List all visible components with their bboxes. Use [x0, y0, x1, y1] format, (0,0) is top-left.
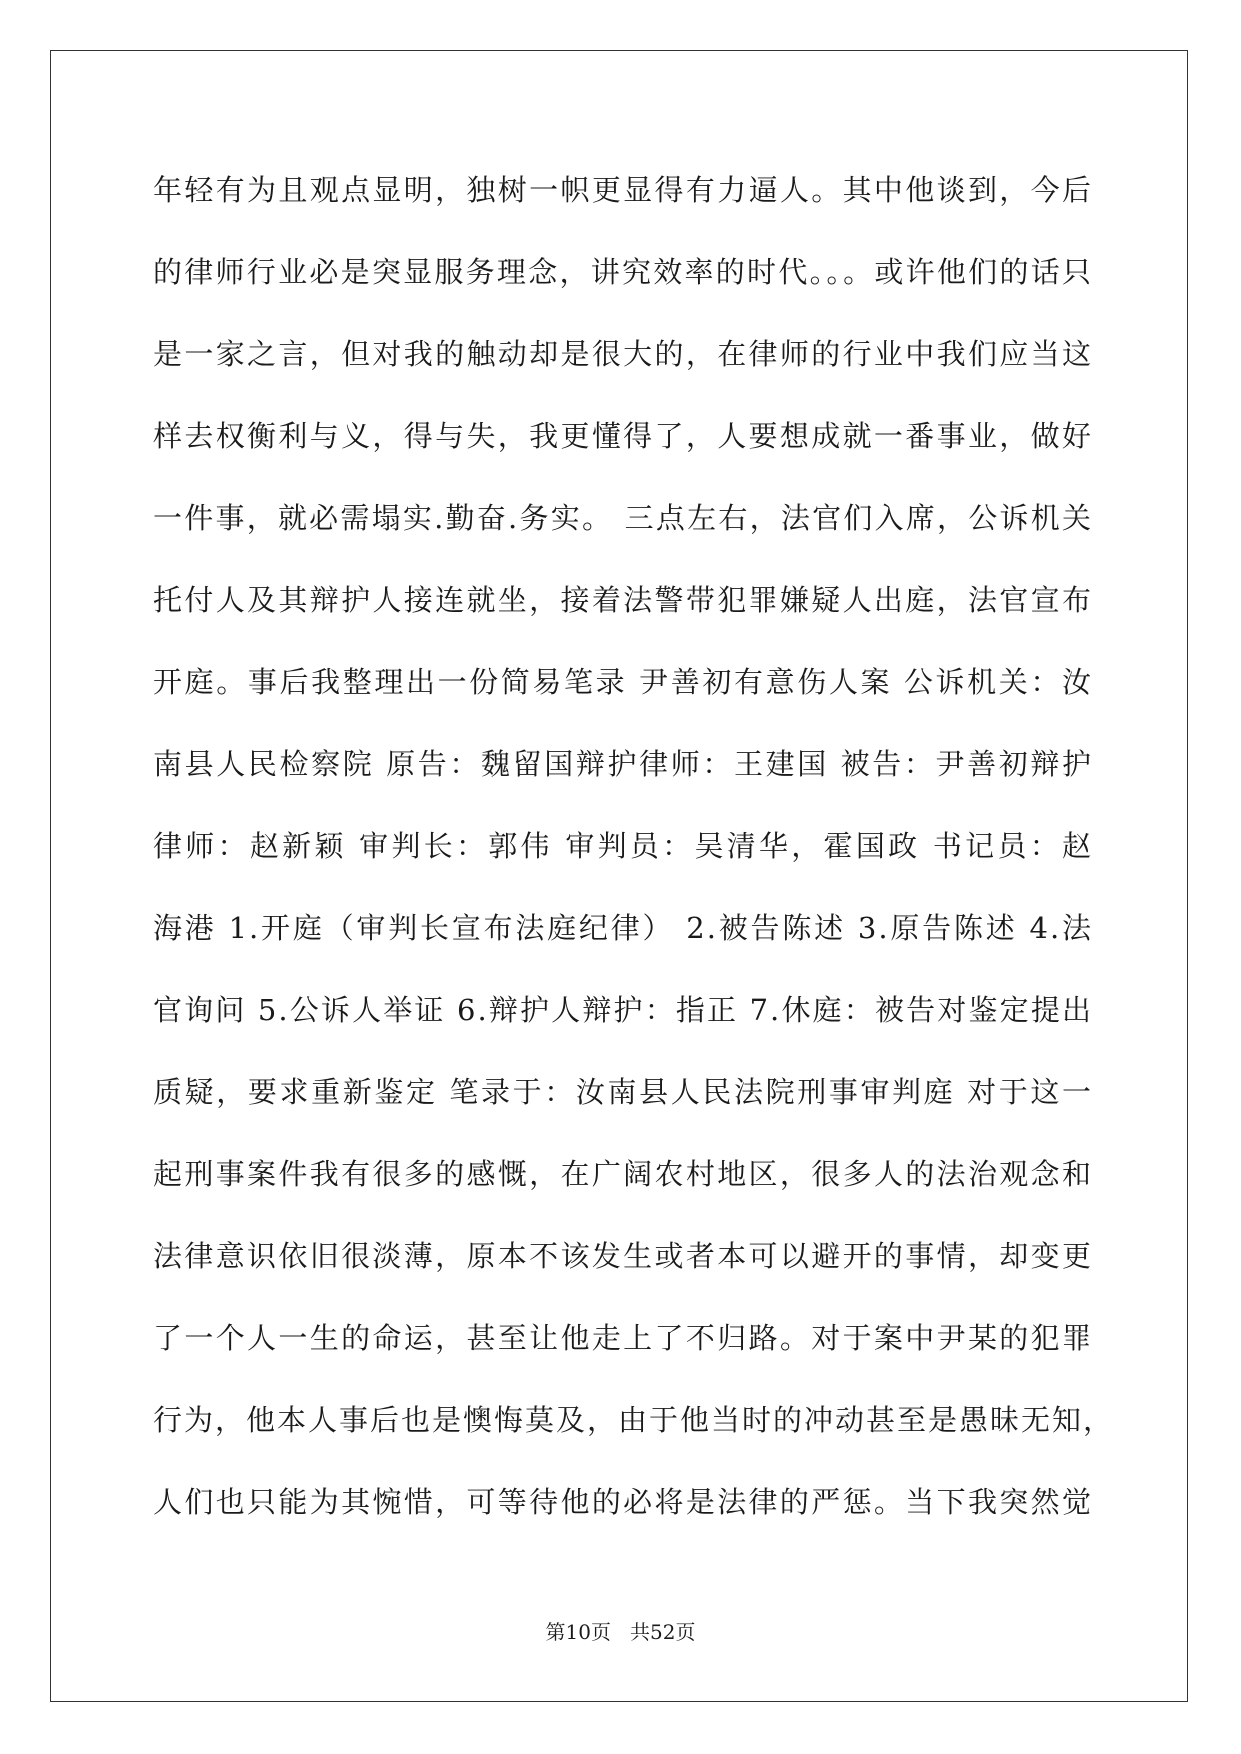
text-line: 托付人及其辩护人接连就坐，接着法警带犯罪嫌疑人出庭，法官宣布 — [153, 583, 1093, 617]
text-line: 律师：赵新颖 审判长：郭伟 审判员：吴清华，霍国政 书记员：赵 — [153, 829, 1093, 863]
page-number: 第10页 共52页 — [545, 1620, 696, 1644]
text-line: 是一家之言，但对我的触动却是很大的，在律师的行业中我们应当这 — [153, 337, 1093, 371]
text-line: 海港 1.开庭（审判长宣布法庭纪律） 2.被告陈述 3.原告陈述 4.法 — [153, 911, 1093, 945]
text-line: 法律意识依旧很淡薄，原本不该发生或者本可以避开的事情，却变更 — [153, 1239, 1093, 1273]
text-line: 年轻有为且观点显明，独树一帜更显得有力逼人。其中他谈到，今后 — [153, 173, 1093, 207]
text-line: 南县人民检察院 原告：魏留国辩护律师：王建国 被告：尹善初辩护 — [153, 747, 1093, 781]
text-line: 样去权衡利与义，得与失，我更懂得了，人要想成就一番事业，做好 — [153, 419, 1093, 453]
page-footer — [0, 1616, 1241, 1645]
text-line: 行为，他本人事后也是懊悔莫及，由于他当时的冲动甚至是愚昧无知， — [153, 1403, 1115, 1437]
text-line: 了一个人一生的命运，甚至让他走上了不归路。对于案中尹某的犯罪 — [153, 1321, 1093, 1355]
text-line: 一件事，就必需塌实.勤奋.务实。 三点左右，法官们入席，公诉机关 — [153, 501, 1093, 535]
text-line: 开庭。事后我整理出一份简易笔录 尹善初有意伤人案 公诉机关：汝 — [153, 665, 1093, 699]
text-line: 官询问 5.公诉人举证 6.辩护人辩护：指正 7.休庭：被告对鉴定提出 — [153, 993, 1093, 1027]
text-line: 人们也只能为其惋惜，可等待他的必将是法律的严惩。当下我突然觉 — [153, 1485, 1093, 1519]
text-line: 起刑事案件我有很多的感慨，在广阔农村地区，很多人的法治观念和 — [153, 1157, 1093, 1191]
text-line: 质疑，要求重新鉴定 笔录于：汝南县人民法院刑事审判庭 对于这一 — [153, 1075, 1093, 1109]
body-text — [153, 160, 1115, 1554]
text-line: 的律师行业必是突显服务理念，讲究效率的时代。。。或许他们的话只 — [153, 255, 1093, 289]
